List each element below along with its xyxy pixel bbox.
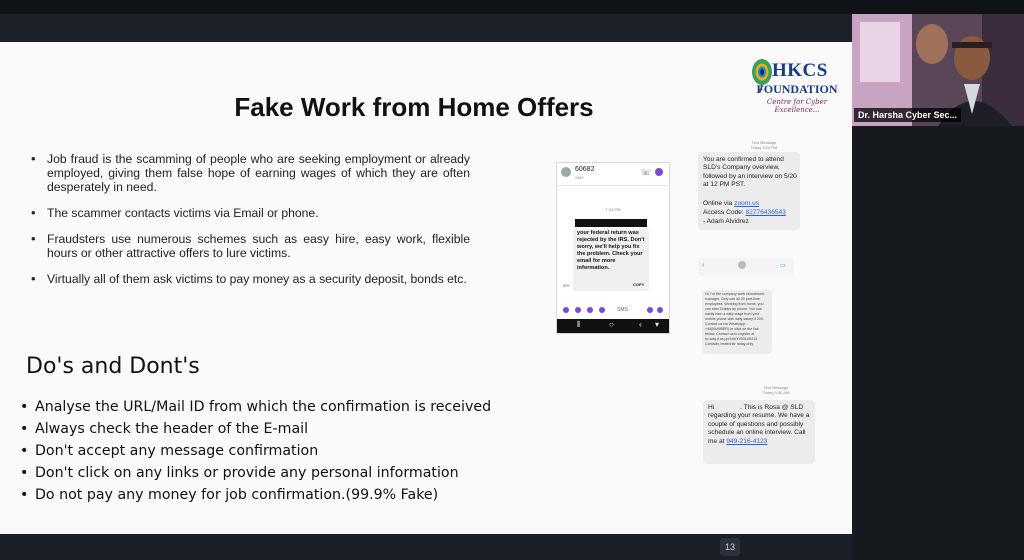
webcam-video[interactable] <box>852 14 1024 126</box>
dos-item: • Don't accept any message confirmation <box>20 440 491 462</box>
gallery-icon <box>587 307 593 313</box>
bullet-item: • Job fraud is the scamming of people who are seeking employment or already employed, giving them false hope of earning wages of which they are often desperately in need. <box>30 152 470 194</box>
dos-donts-heading: Do's and Dont's <box>26 354 200 379</box>
logo-sub-text: FOUNDATION <box>756 82 838 96</box>
dos-item: • Always check the header of the E-mail <box>20 418 491 440</box>
card1-line2: Online via <box>703 200 733 207</box>
card2-text: Hi, I'm the company work recruitment manager. Only can all 20 part-time employees. Working from home, you can earn Dollars by phone. You can easily earn a daily wage from your mobile phone with daily salary if 200. Contact us via Whatsapp: +44(NUMBER) or click on the link below. Contact us to register at hc.way.jf.ca.pp/Job/Y00314HJ13 Contacts limited for today only. <box>705 292 765 346</box>
card2-header <box>698 258 794 276</box>
logo-main-text: HKCS <box>772 60 828 81</box>
phone-sms-screenshot <box>556 162 670 334</box>
slide-title: Fake Work from Home Offers <box>234 92 594 122</box>
sender-sub: SMS <box>575 175 584 180</box>
keyboard-icon: ▾ <box>655 320 660 329</box>
android-nav-bar <box>557 319 669 333</box>
phone-link[interactable]: 949-216-4123 <box>726 437 768 445</box>
emoji-icon <box>647 307 653 313</box>
dos-item: • Analyse the URL/Mail ID from which the confirmation is received <box>20 396 491 418</box>
camera-icon <box>575 307 581 313</box>
scam-message-text: your federal return was rejected by the IRS. Don't worry, we'll help you fix the problem. Check your email for more information. <box>577 230 645 271</box>
top-bar <box>0 0 1024 14</box>
contact-avatar <box>561 167 571 177</box>
copy-label: COPY <box>633 282 645 287</box>
card1-online <box>703 200 797 208</box>
logo-tagline: Centre for Cyber Excellence... <box>766 98 828 114</box>
rosa-message-card <box>703 400 815 464</box>
dos-item: • Don't click on any links or provide any personal information <box>20 462 491 484</box>
recruitment-message-card <box>702 290 772 354</box>
hkcs-logo <box>748 54 844 114</box>
video-icon: ▭ <box>780 263 786 269</box>
dos-donts-list <box>20 396 491 506</box>
back-arrow-icon: ‹ <box>702 262 705 269</box>
viewer-top-strip <box>0 14 852 42</box>
redacted-bar <box>575 219 647 227</box>
contact-avatar <box>738 261 746 269</box>
compose-bar <box>561 305 665 317</box>
recents-icon: ⦀ <box>577 320 581 329</box>
card1-line1: You are confirmed to attend SLD's Company overview, followed by an interview on 5/20 at 12 PM PST. <box>703 156 797 189</box>
sms-header <box>557 163 669 186</box>
phone-icon: ☏ <box>641 168 652 177</box>
card3-text-a: Hi <box>708 404 715 411</box>
home-icon: ○ <box>609 320 614 329</box>
card1-line3: Access Code: <box>703 209 744 216</box>
back-icon: ‹ <box>639 320 642 329</box>
presentation-slide <box>0 42 852 534</box>
confirmation-message-card <box>698 152 800 230</box>
card3-text <box>708 404 812 446</box>
zoom-link[interactable]: zoom.us <box>734 200 760 207</box>
bullet-item: • Fraudsters use numerous schemes such as easy hire, easy work, flexible hours or other attractive offers to lure victims. <box>30 232 470 260</box>
dos-item: • Do not pay any money for job confirmation.(99.9% Fake) <box>20 484 491 506</box>
participant-name: Dr. Harsha Cyber Sec... <box>854 108 961 122</box>
fraud-bullet-list <box>30 152 470 298</box>
bullet-item: • Virtually all of them ask victims to pay money as a security deposit, bonds etc. <box>30 272 470 286</box>
apps-icon <box>563 307 569 313</box>
sender-tag: IRS <box>563 283 570 288</box>
message-time: 7:24 PM <box>605 207 621 212</box>
card3-text-b: . This is Rosa @ SLD regarding your resume. We have a couple of questions and possibly schedule an online interview. Call me at <box>708 404 810 445</box>
card3-caption: Text Message Today 9:30 AM <box>762 385 790 395</box>
sticker-icon <box>599 307 605 313</box>
info-icon <box>655 168 663 176</box>
page-number-badge: 13 <box>720 538 740 556</box>
sender-number: 60682 <box>575 166 595 173</box>
card1-access <box>703 209 797 217</box>
compose-label: SMS <box>617 307 628 313</box>
card1-caption: Text Message Today 3:14 PM <box>750 140 778 150</box>
send-icon <box>657 307 663 313</box>
card1-line4: - Adam Alvidrez <box>703 218 749 225</box>
access-code-link[interactable]: 82776436543 <box>745 209 786 216</box>
bullet-item: • The scammer contacts victims via Email or phone. <box>30 206 470 220</box>
